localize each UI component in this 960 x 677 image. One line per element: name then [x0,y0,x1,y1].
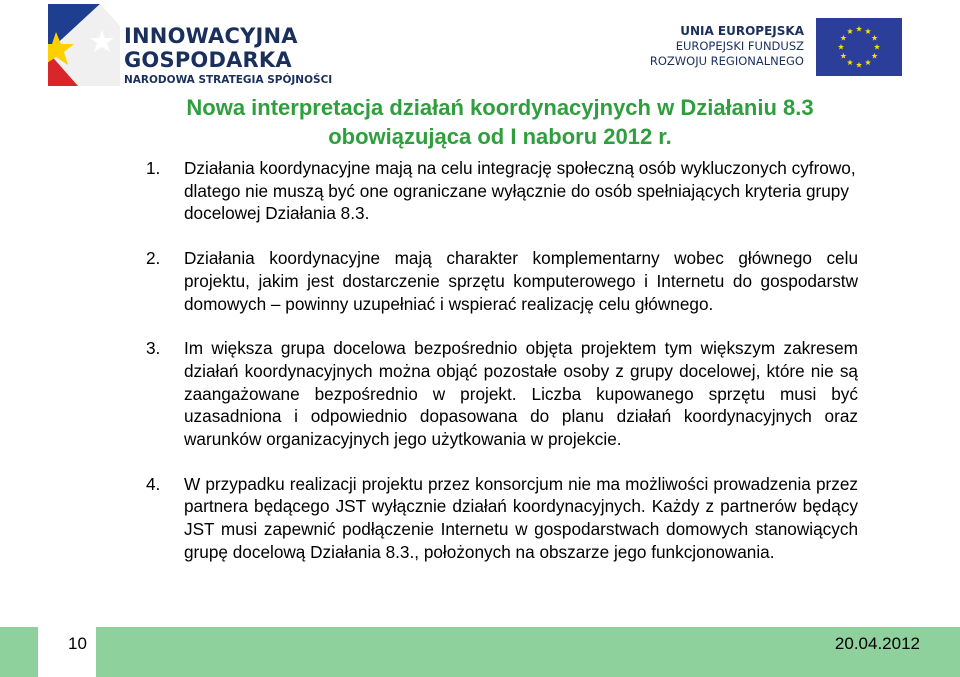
list-item-text: Działania koordynacyjne mają charakter komplementarny wobec głównego celu projektu, jakim jest dostarczenie sprzętu komputerowego i Internetu do gospodarstw domowych – powinny uzupełniać i wspierać realizację celu głównego. [184,248,858,314]
list-item [146,247,858,315]
innowacyjna-gospodarka-logo [48,4,338,88]
list-item-number: 4. [146,473,161,494]
eu-logo-text [650,24,804,69]
logo-line-1: INNOWACYJNA [124,24,298,48]
numbered-list [146,157,858,564]
eu-line-2: EUROPEJSKI FUNDUSZ [675,39,804,53]
logo-text [124,24,332,88]
eu-logo [649,18,902,78]
page-title [120,93,880,151]
list-item [146,337,858,451]
eu-flag-icon [816,18,902,76]
list-item [146,157,858,225]
list-item-text: W przypadku realizacji projektu przez konsorcjum nie ma możliwości prowadzenia przez partnera będącego JST wyłącznie działań koordynacyjnych. Każdy z partnerów będący JST musi zapewnić podłączenie Internetu w gospodarstwach domowych stanowiących grupę docelową Działania 8.3., położonych na obszarze jego funkcjonowania. [184,473,858,562]
list-item-number: 1. [146,158,161,178]
title-line-2: obowiązująca od I naboru 2012 r. [328,124,672,149]
list-item-text: Im większa grupa docelowa bezpośrednio objęta projektem tym większym zakresem działań koordynacyjnych można objąć pozostałe osoby z grupy docelowej, które nie są zaangażowane bezpośrednio w projekt. Liczba kupowanego sprzętu musi być uzasadniona i odpowiednio dopasowana do planu działań koordynacyjnych oraz warunków organizacyjnych jego użytkowania w projekcie. [184,338,858,450]
footer-date: 20.04.2012 [834,634,920,653]
logo-line-2: GOSPODARKA [124,48,292,72]
eu-line-1: UNIA EUROPEJSKA [680,24,804,38]
list-item-text: Działania koordynacyjne mają na celu integrację społeczną osób wykluczonych cyfrowo, dlatego nie muszą być one ograniczane wyłącznie do osób spełniających kryteria grupy docelowej Działania 8.3. [184,158,856,224]
list-item-number: 3. [146,338,161,359]
footer-left-bar [0,627,38,677]
list-item-number: 2. [146,248,161,269]
page-number: 10 [68,634,87,653]
logo-mark-icon [48,4,120,86]
footer-bar [96,627,960,677]
eu-line-3: ROZWOJU REGIONALNEGO [649,54,804,68]
title-line-1: Nowa interpretacja działań koordynacyjnych w Działaniu 8.3 [186,95,814,120]
logo-line-3: NARODOWA STRATEGIA SPÓJNOŚCI [124,74,333,86]
list-item [146,473,858,564]
